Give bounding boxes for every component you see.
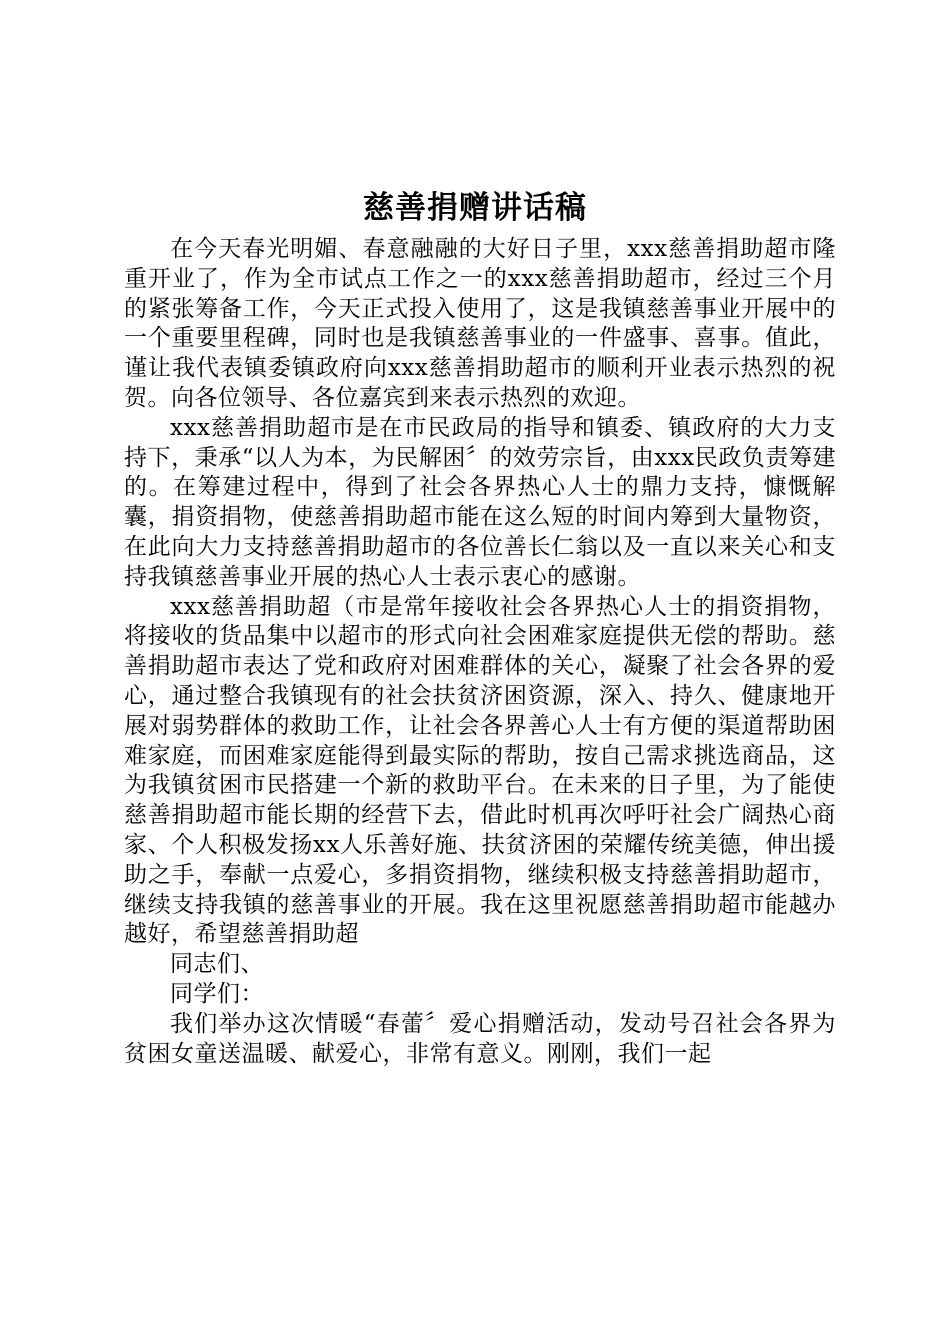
paragraph-opening: 在今天春光明媚、春意融融的大好日子里，xxx慈善捐助超市隆重开业了，作为全市试点工作之一的xxx慈善捐助超市，经过三个月的紧张筹备工作，今天正式投入使用了，这是我镇慈善事业开展中的一个重要里程碑，同时也是我镇慈善事业的一件盛事、喜事。值此，谨让我代表镇委镇政府向xxx慈善捐助超市的顺利开业表示热烈的祝贺。向各位领导、各位嘉宾到来表示热烈的欢迎。	[124, 236, 836, 411]
salutation-students: 同学们：	[170, 980, 264, 1007]
paragraph-founding: xxx慈善捐助超市是在市民政局的指导和镇委、镇政府的大力支持下，秉承“以人为本，为民解困〞的效劳宗旨，由xxx民政负责筹建的。在筹建过程中，得到了社会各界热心人士的鼎力支持，慷慨解囊，捐资捐物，使慈善捐助超市能在这么短的时间内筹到大量物资，在此向大力支持慈善捐助超市的各位善长仁翁以及一直以来关心和支持我镇慈善事业开展的热心人士表示衷心的感谢。	[124, 414, 836, 590]
paragraph-purpose: xxx慈善捐助超（市是常年接收社会各界热心人士的捐资捐物，将接收的货品集中以超市的形式向社会困难家庭提供无偿的帮助。慈善捐助超市表达了党和政府对困难群体的关心，凝聚了社会各界的爱心，通过整合我镇现有的社会扶贫济困资源，深入、持久、健康地开展对弱势群体的救助工作，让社会各界善心人士有方便的渠道帮助困难家庭，而困难家庭能得到最实际的帮助，按自己需求挑选商品，这为我镇贫困市民搭建一个新的救助平台。在未来的日子里，为了能使慈善捐助超市能长期的经营下去，借此时机再次呼吁社会广阔热心商家、个人积极发扬xx人乐善好施、扶贫济困的荣耀传统美德，伸出援助之手，奉献一点爱心，多捐资捐物，继续积极支持慈善捐助超市，继续支持我镇的慈善事业的开展。我在这里祝愿慈善捐助超市能越办越好，希望慈善捐助超	[124, 593, 836, 948]
document-title: 慈善捐赠讲话稿	[363, 190, 587, 226]
paragraph-event: 我们举办这次情暖“春蕾〞爱心捐赠活动，发动号召社会各界为贫困女童送温暖、献爱心，非常有意义。刚刚，我们一起	[124, 1010, 836, 1067]
salutation-comrades: 同志们、	[170, 951, 264, 978]
document-body	[124, 235, 836, 1069]
